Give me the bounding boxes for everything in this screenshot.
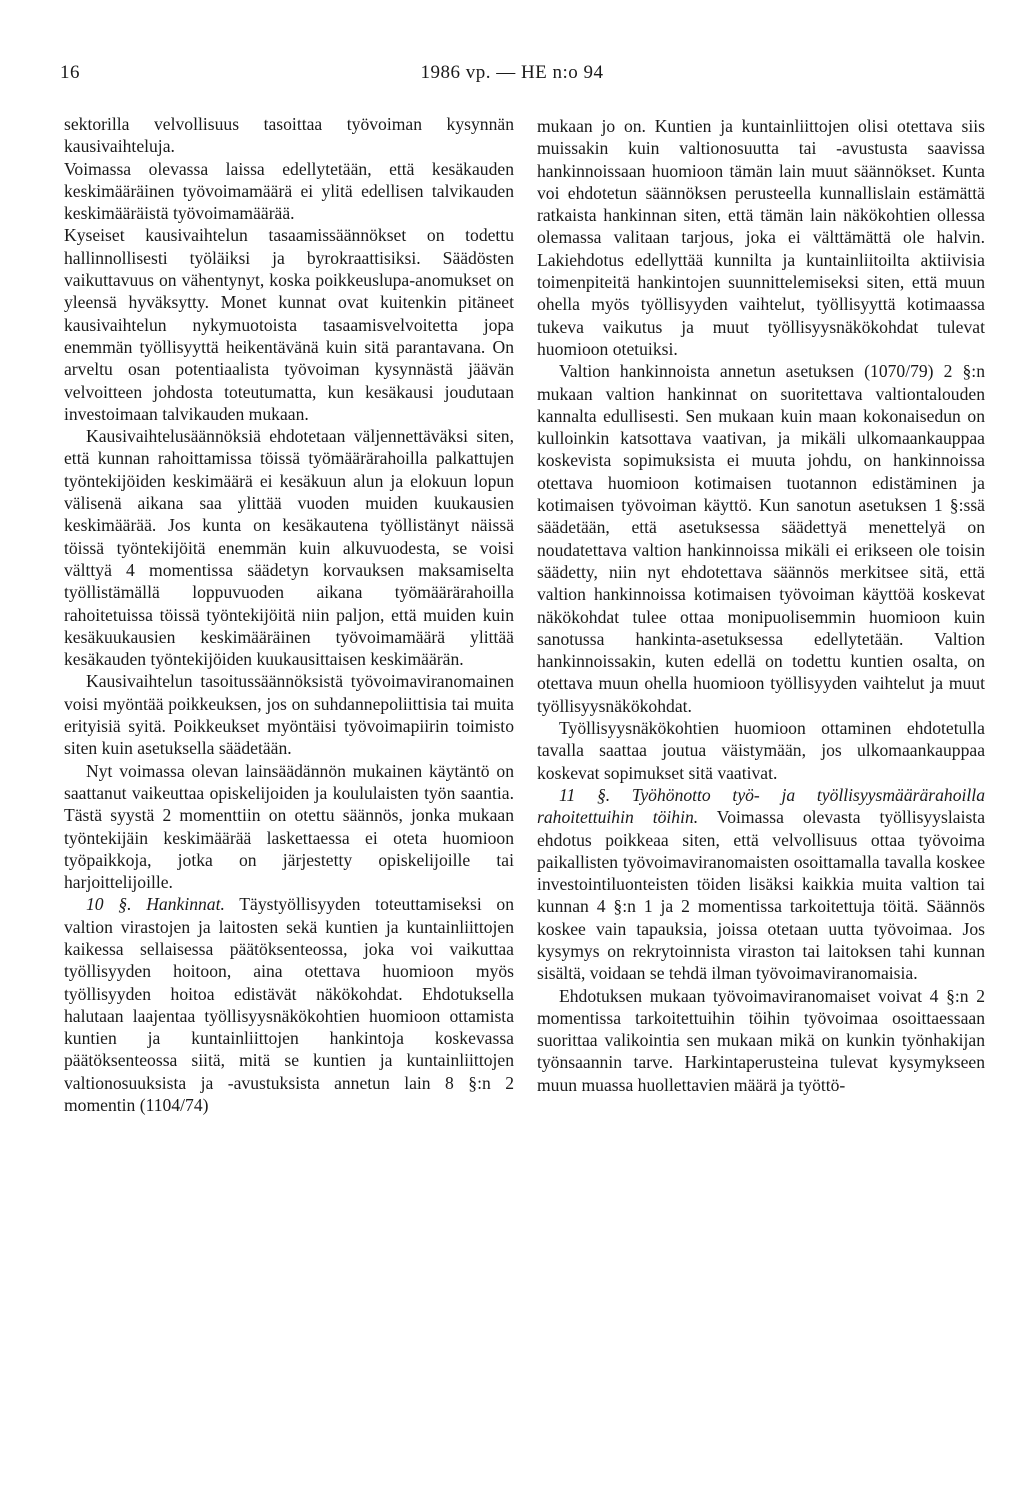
paragraph-text: Kausivaihtelusäännöksiä ehdotetaan väljennettäväksi siten, että kunnan rahoittamissa töissä työmäärärahoilla palkattujen työntekijöiden keskimäärä ei kesäkuun alun ja elokuun lopun välisenä aikana saa ylittää vuoden muiden kuukausien keskimäärää. Jos kunta on kesäkautena työllistänyt näissä töissä työntekijöitä enemmän kuin alkuvuodesta, se voisi välttyä 4 momentissa säädetyn korvauksen maksamiselta työllistämällä loppuvuoden aikana työmäärärahoilla rahoitetuissa töissä työntekijöitä niin paljon, että muiden kuin kesäkuukausien keskimääräinen työvoimamäärä ylittää kesäkauden työntekijöiden kuukausittaisen keskimäärän. [64,426,514,670]
paragraph-text: Työllisyysnäkökohtien huomioon ottaminen ehdotetulla tavalla saattaa joutua väistymään, jos ulkomaankauppaa koskevat sopimukset sitä vaativat. [537,718,985,783]
paragraph-text: Valtion hankinnoista annetun asetuksen (1070/79) 2 §:n mukaan valtion hankinnat on suoritettava valtiontalouden kannalta edullisesti. Sen mukaan kuin maan kokonaisedun on kulloinkin katsottava vaativan, ja mikäli ulkomaankauppaa koskevista sopimuksista ei muuta johdu, on hankinnoissa otettava huomioon kotimaisen tuotannon edistäminen ja kotimaisen työvoiman käyttö. Kun sanotun asetuksen 1 §:ssä säädetään, että asetuksessa säädettyä menettelyä on noudatettava valtion hankinnoissa mikäli ei erikseen ole toisin säädetty, niin nyt ehdotettava säännös merkitsee sitä, että valtion hankinnoissa kotimaisen työvoiman käyttöä koskevat näkökohdat tulee ottaa monipuolisemmin huomioon kuin sanotussa hankinta-asetuksessa edellytetään. Valtion hankinnoissakin, kuten edellä on todettu kuntien osalta, on otettava muun ohella huomioon työllisyyden vaihtelut ja muut työllisyysnäkökohdat. [537,361,985,716]
paragraph-text: Ehdotuksen mukaan työvoimaviranomaiset voivat 4 §:n 2 momentissa tarkoitettuihin töihin työvoimaa osoittaessaan suorittaa valikointia sen mukaan mikä on kunkin työnhakijan työnsaannin tarve. Harkintaperusteina tulevat kysymykseen muun muassa huollettavien määrä ja työttö- [537,985,985,1095]
paragraph [64,224,514,425]
paragraph [64,893,514,1116]
paragraph [64,425,514,670]
paragraph-text: Kyseiset kausivaihtelun tasaamissäännökset on todettu hallinnollisesti työläiksi ja byrokraattisiksi. Säädösten vaikuttavuus on vähentynyt, koska poikkeuslupa-anomukset on yleensä hyväksytty. Monet kunnat ovat kuitenkin pitäneet kausivaihtelun nykymuotoista tasaamisvelvoitetta jopa enemmän työllisyyttä heikentävänä kuin sitä parantavana. On arveltu osan potentiaalista työvoiman kysynnästä jäävän velvoitteen johdosta toteutumatta, kun kesäkausi joudutaan investoimaan talvikauden mukaan. [64,225,514,424]
paragraph [537,784,985,985]
paragraph [537,985,985,1096]
paragraph-text: Täystyöllisyyden toteuttamiseksi on valtion virastojen ja laitosten sekä kuntien ja kuntainliittojen kaikessa sellaisessa päätöksenteossa, joka voi vaikuttaa työllisyyden hoitoon, aina otettava huomioon myös työllisyyden hoitoa edistävät näkökohdat. Ehdotuksella halutaan laajentaa työllisyysnäkökohtien huomioon ottamista kuntien ja kuntainliittojen hankintoja koskevassa päätöksenteossa siitä, mitä se kuntien ja kuntainliittojen valtionosuuksista ja -avustuksista annetun lain 8 §:n 2 momentin (1104/74) [64,894,515,1116]
paragraph-text: Kausivaihtelun tasoitussäännöksistä työvoimaviranomainen voisi myöntää poikkeuksen, jos on suhdannepoliittisia tai muita erityisiä syitä. Poikkeukset myöntäisi työvoimapiirin toimisto siten kuin asetuksella säädetään. [64,671,514,759]
right-column [537,115,985,1096]
paragraph [64,670,514,759]
paragraph [537,717,985,784]
paragraph [537,360,985,717]
page-number: 16 [60,62,80,83]
paragraph [64,113,514,158]
paragraph [64,158,514,225]
section-heading: 11 §. Työhönotto työ- ja työllisyysmäärärahoilla rahoitettuihin töihin. [537,784,985,828]
paragraph-text: Voimassa olevasta työllisyyslaista ehdotus poikkeaa siten, että velvollisuus ottaa työvoima paikallisten työvoimaviranomaisten osoittamalla tavalla koskee investointiluonteisten töiden lisäksi kaikkia muita valtion tai kunnan 4 §:n 1 ja 2 momentissa tarkoitettuja töitä. Säännös koskee vain tapauksia, joissa otetaan uutta työvoimaa. Jos kysymys on rekrytoinnista viraston tai laitoksen tahi kunnan sisältä, voidaan se tehdä ilman työvoimaviranomaisia. [537,807,986,984]
paragraph-text: Voimassa olevassa laissa edellytetään, että kesäkauden keskimääräinen työvoimamäärä ei ylitä edellisen talvikauden keskimääräistä työvoimamäärää. [64,158,514,224]
section-heading: 10 §. Hankinnat. [86,894,225,915]
left-column [64,113,514,1116]
paragraph [64,760,514,894]
paragraph-text: Nyt voimassa olevan lainsäädännön mukainen käytäntö on saattanut vaikeuttaa opiskelijoiden ja koululaisten työn saantia. Tästä syystä 2 momenttiin on otettu säännös, jonka mukaan työntekijäin keskimäärää laskettaessa ei oteta huomioon työpaikkoja, jotka on järjestetty opiskelijoille tai harjoittelijoille. [64,760,514,893]
paragraph-text: mukaan jo on. Kuntien ja kuntainliittojen olisi otettava siis muissakin kuin valtionosuutta tai -avustusta saavissa hankinnoissaan huomioon tämän lain muut säännökset. Kunta voi ehdotetun säännöksen perusteella kunnallislain estämättä ratkaista hankinnan siten, että tämän lain näkökohtien ollessa olemassa valitaan tarjous, joka ei välttämättä ole halvin. Lakiehdotus edellyttää kunnilta ja kuntainliitoilta aktiivisia toimenpiteitä hankintojen suunnittelemiseksi siten, että muun ohella myös työllisyyden vaihtelut, työllisyyttä kotimaassa tukeva vaikutus ja muut työllisyysnäkökohdat tulevat huomioon otetuiksi. [537,116,985,359]
paragraph [537,115,985,360]
paragraph-text: sektorilla velvollisuus tasoittaa työvoiman kysynnän kausivaihteluja. [64,114,514,157]
running-head: 1986 vp. — HE n:o 94 [420,62,604,83]
